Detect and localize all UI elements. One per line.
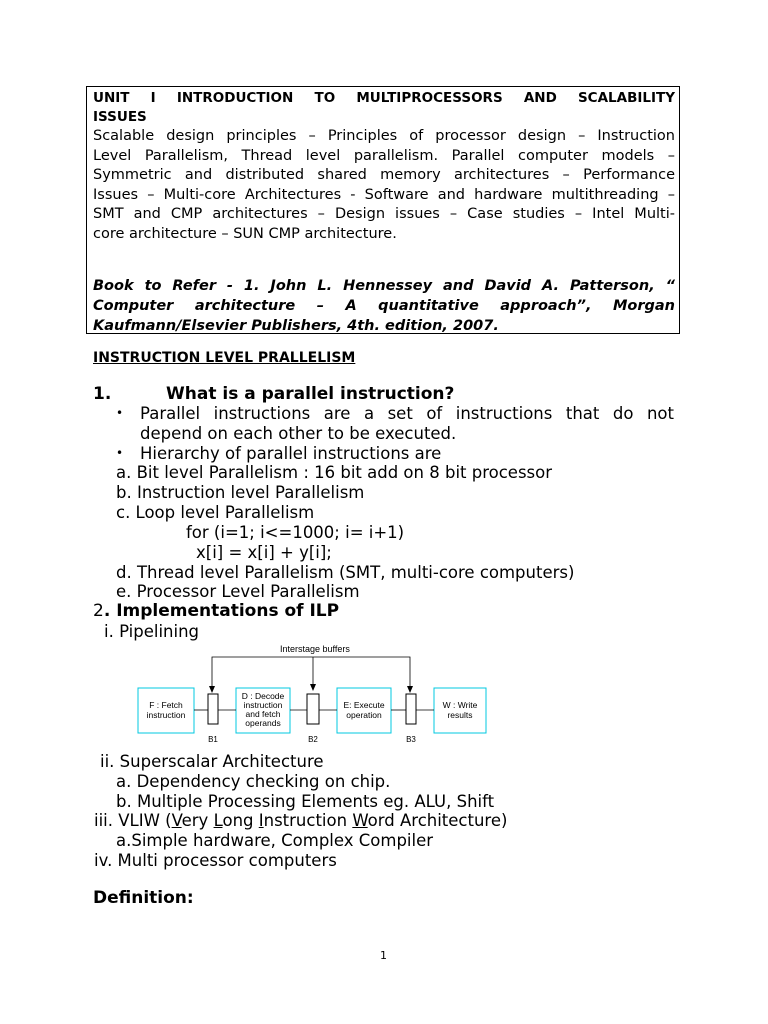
unit-title: UNIT I INTRODUCTION TO MULTIPROCESSORS AND SCALABILITY xyxy=(93,90,675,106)
syllabus-line: Scalable design principles – Principles of processor design – Instruction xyxy=(93,128,675,144)
book-reference-line: Book to Refer - 1. John L. Hennessey and David A. Patterson, “ xyxy=(93,278,675,294)
section-heading: INSTRUCTION LEVEL PRALLELISM xyxy=(93,350,356,366)
page-number: 1 xyxy=(380,949,387,962)
question-number: 2 xyxy=(93,601,104,621)
stage-label: operands xyxy=(245,718,281,728)
stage-label: and fetch xyxy=(245,709,281,719)
unit-title-continued: ISSUES xyxy=(93,109,147,125)
stage-label: instruction xyxy=(146,710,186,720)
vliw-word: ong xyxy=(222,811,259,830)
definition-heading: Definition: xyxy=(93,888,194,908)
bullet-icon: • xyxy=(116,406,124,420)
stage-label: E: Execute xyxy=(343,700,385,710)
buffer-b1 xyxy=(208,694,218,724)
arrowhead-icon xyxy=(310,684,316,691)
subsection-superscalar: ii. Superscalar Architecture xyxy=(100,752,324,771)
list-item: a. Dependency checking on chip. xyxy=(116,772,391,791)
syllabus-line: Issues – Multi-core Architectures - Software and hardware multithreading – xyxy=(93,187,675,203)
stage-label: results xyxy=(447,710,473,720)
vliw-letter: W xyxy=(352,811,368,830)
question-title: . Implementations of ILP xyxy=(103,601,340,621)
bullet-text: depend on each other to be executed. xyxy=(140,424,457,443)
bracket-line xyxy=(212,657,410,692)
buffer-b3 xyxy=(406,694,416,724)
interstage-buffer-label: Interstage buffers xyxy=(280,644,350,654)
list-item: b. Multiple Processing Elements eg. ALU, Shift xyxy=(116,792,495,811)
buffer-label: B3 xyxy=(406,735,416,744)
syllabus-line: Symmetric and distributed shared memory architectures – Performance xyxy=(93,167,675,183)
subsection-pipelining: i. Pipelining xyxy=(104,622,200,641)
vliw-word: nstruction xyxy=(263,811,353,830)
vliw-prefix: iii. VLIW ( xyxy=(94,811,172,830)
buffer-label: B2 xyxy=(308,735,318,744)
vliw-letter: V xyxy=(171,811,182,830)
syllabus-line: Level Parallelism, Thread level parallelism. Parallel computer models – xyxy=(93,148,675,164)
vliw-letter: I xyxy=(258,811,264,830)
syllabus-line: SMT and CMP architectures – Design issues – Case studies – Intel Multi- xyxy=(93,206,675,222)
syllabus-line: core architecture – SUN CMP architecture. xyxy=(93,226,397,242)
code-line: x[i] = x[i] + y[i]; xyxy=(196,543,332,562)
book-reference-line: Kaufmann/Elsevier Publishers, 4th. edition, 2007. xyxy=(93,318,499,334)
list-item: a.Simple hardware, Complex Compiler xyxy=(116,831,434,850)
arrowhead-icon xyxy=(407,686,413,693)
question-2-heading xyxy=(93,601,339,621)
stage-label: D : Decode xyxy=(241,691,285,701)
vliw-letter: L xyxy=(213,811,223,830)
buffer-b2 xyxy=(307,694,319,724)
pipeline-diagram xyxy=(130,638,500,748)
question-number: 1. xyxy=(93,384,112,404)
buffer-label: B1 xyxy=(208,735,218,744)
bullet-text: Hierarchy of parallel instructions are xyxy=(140,444,442,463)
code-line: for (i=1; i<=1000; i= i+1) xyxy=(186,523,405,542)
list-item: a. Bit level Parallelism : 16 bit add on 8 bit processor xyxy=(116,463,553,482)
arrowhead-icon xyxy=(209,686,215,693)
book-reference-line: Computer architecture – A quantitative approach”, Morgan xyxy=(93,298,675,314)
subsection-vliw xyxy=(94,811,507,831)
bullet-text: Parallel instructions are a set of instructions that do not xyxy=(140,404,674,423)
stage-label: F : Fetch xyxy=(149,700,183,710)
stage-label: operation xyxy=(346,710,382,720)
bullet-icon: • xyxy=(116,446,124,460)
list-item: b. Instruction level Parallelism xyxy=(116,483,365,502)
stage-label: instruction xyxy=(243,700,283,710)
question-title: What is a parallel instruction? xyxy=(166,384,455,404)
subsection-multiprocessor: iv. Multi processor computers xyxy=(94,851,337,870)
list-item: d. Thread level Parallelism (SMT, multi-core computers) xyxy=(116,563,575,582)
list-item: c. Loop level Parallelism xyxy=(116,503,315,522)
stage-label: W : Write xyxy=(442,700,478,710)
vliw-word: ord Architecture) xyxy=(367,811,508,830)
list-item: e. Processor Level Parallelism xyxy=(116,582,360,601)
vliw-word: ery xyxy=(181,811,214,830)
